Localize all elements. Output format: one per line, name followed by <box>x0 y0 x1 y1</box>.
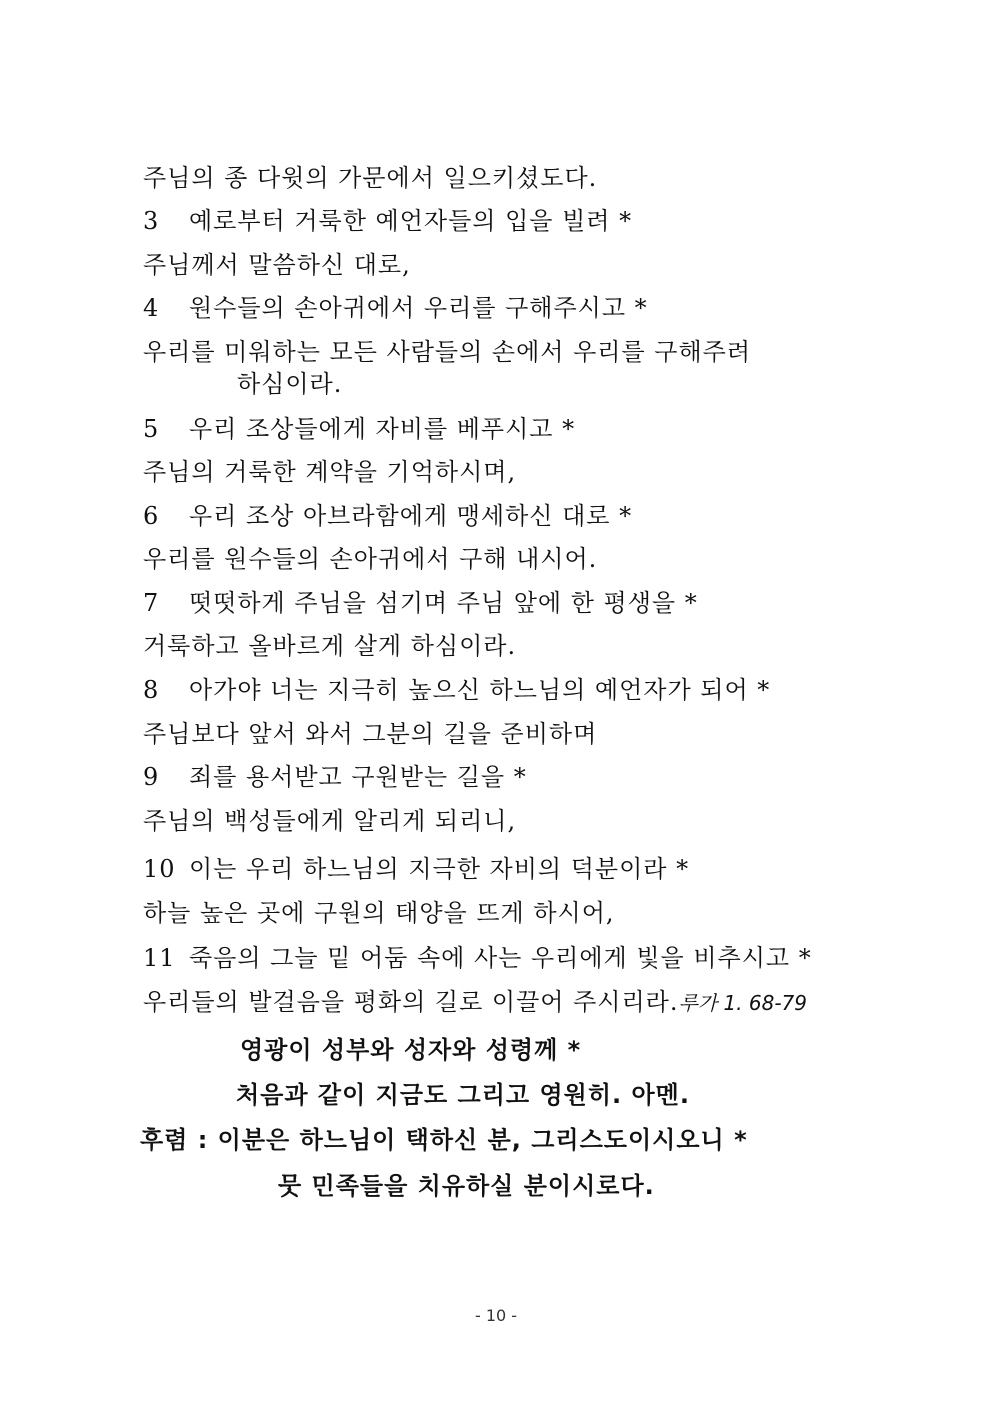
page-number: - 10 - <box>474 1306 518 1325</box>
verse-text: 주님보다 앞서 와서 그분의 길을 준비하며 <box>143 720 598 748</box>
verse-text: 주님의 거룩한 계약을 기억하시며, <box>143 458 517 486</box>
verse-text: 주님의 종 다윗의 가문에서 일으키셨도다. <box>143 164 598 192</box>
verse-text: 하심이라. <box>237 370 343 398</box>
verse-number: 6 <box>143 502 160 530</box>
verse-number: 11 <box>143 944 176 972</box>
verse-line <box>143 249 411 281</box>
verse-text: 우리를 원수들의 손아귀에서 구해 내시어. <box>143 545 598 573</box>
antiphon-line: 후렴 : 이분은 하느님이 택하신 분, 그리스도이시오니 * <box>140 1126 748 1154</box>
verse-number: 8 <box>143 676 160 704</box>
verse-line <box>143 674 770 706</box>
verse-text: 죄를 용서받고 구원받는 길을 * <box>189 763 527 791</box>
verse-text: 우리 조상 아브라함에게 맹세하신 대로 * <box>189 502 633 530</box>
verse-line <box>143 292 648 324</box>
verse-text: 주님께서 말씀하신 대로, <box>143 251 411 279</box>
verse-line <box>143 456 516 488</box>
verse-line <box>143 630 516 662</box>
verse-line <box>143 587 698 619</box>
verse-text: 우리들의 발걸음을 평화의 길로 이끌어 주시리라. <box>143 988 679 1016</box>
verse-number: 5 <box>143 415 160 443</box>
verse-number: 4 <box>143 294 160 322</box>
verse-text: 주님의 백성들에게 알리게 되리니, <box>143 807 517 835</box>
verse-text: 죽음의 그늘 밑 어둠 속에 사는 우리에게 빛을 비추시고 * <box>189 944 812 972</box>
verse-line <box>143 761 527 793</box>
verse-text: 이는 우리 하느님의 지극한 자비의 덕분이라 * <box>189 855 690 883</box>
verse-line <box>143 205 632 237</box>
verse-text: 하늘 높은 곳에 구원의 태양을 뜨게 하시어, <box>143 899 615 927</box>
antiphon-line: 뭇 민족들을 치유하실 분이시로다. <box>278 1172 655 1200</box>
verse-number: 9 <box>143 763 160 791</box>
verse-text: 원수들의 손아귀에서 우리를 구해주시고 * <box>189 294 648 322</box>
verse-number: 3 <box>143 207 160 235</box>
verse-line <box>143 897 615 929</box>
verse-line <box>143 413 575 445</box>
verse-line <box>143 162 597 194</box>
verse-text: 예로부터 거룩한 예언자들의 입을 빌려 * <box>189 207 633 235</box>
verse-number: 7 <box>143 589 160 617</box>
verse-text: 우리를 미워하는 모든 사람들의 손에서 우리를 구해주려 <box>143 338 752 366</box>
verse-continuation-line <box>237 368 342 400</box>
verse-line <box>143 805 516 837</box>
verse-line <box>143 500 632 532</box>
verse-text: 아가야 너는 지극히 높으신 하느님의 예언자가 되어 * <box>189 676 771 704</box>
verse-text: 우리 조상들에게 자비를 베푸시고 * <box>189 415 576 443</box>
scripture-reference: 루가 1. 68-79 <box>678 991 808 1015</box>
verse-line <box>143 543 597 575</box>
verse-text: 거룩하고 올바르게 살게 하심이라. <box>143 632 517 660</box>
verse-line <box>143 942 812 974</box>
doxology-line: 처음과 같이 지금도 그리고 영원히. 아멘. <box>236 1081 690 1109</box>
verse-text: 떳떳하게 주님을 섬기며 주님 앞에 한 평생을 * <box>189 589 698 617</box>
verse-number: 10 <box>143 855 176 883</box>
verse-line <box>143 986 807 1019</box>
verse-line <box>143 853 689 885</box>
doxology-line: 영광이 성부와 성자와 성령께 * <box>240 1036 582 1064</box>
verse-line <box>143 336 751 368</box>
verse-line <box>143 718 597 750</box>
